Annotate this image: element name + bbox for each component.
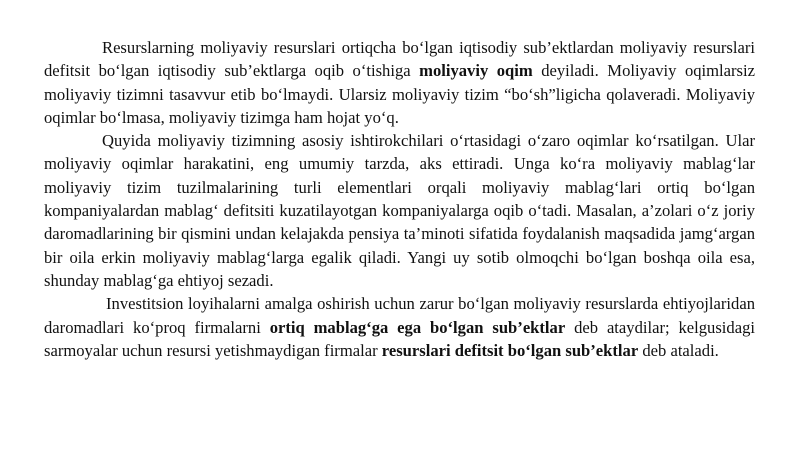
paragraph-investment bbox=[44, 292, 755, 362]
term-deficit-subjects: resurslari defitsit bo‘lgan sub’ektlar bbox=[381, 340, 639, 360]
text-span: Quyida moliyaviy tizimning asosiy ishtirokchilari o‘rtasidagi o‘zaro oqimlar ko‘rsatilgan. Ular moliyaviy oqimlar harakatini, eng umumiy tarzda, aks ettiradi. Unga ko‘ra moliyaviy mablag‘lar moliyaviy tizim tuzilmalarining turli elementlari orqali moliyaviy mablag‘lari ortiq bo‘lgan kompaniyalardan mablag‘ defitsiti kuzatilayotgan kompaniyalarga oqib o‘tadi. Masalan, a’zolari o‘z joriy daromadlarining bir qismini undan kelajakda pensiya ta’minoti sifatida foydalanish maqsadida jamg‘argan bir oila erkin moliyaviy mablag‘larga egalik qiladi. Yangi uy sotib olmoqchi bo‘lgan boshqa oila esa, shunday mablag‘ga ehtiyoj sezadi. bbox=[44, 131, 755, 290]
text-span: deyiladi. Moliyaviy oqimlarsiz moliyaviy tizimni tasavvur etib bo‘lmaydi. Ularsiz moliyaviy tizim “bo‘sh”ligicha qolaveradi. Moliyaviy oqimlar bo‘lmasa, moliyaviy tizimga ham hojat yo‘q. bbox=[44, 61, 755, 127]
text-span: deb ataydilar; kelgusidagi sarmoyalar uchun resursi yetishmaydigan firmalar bbox=[44, 317, 755, 360]
text-span: Investitsion loyihalarni amalga oshirish uchun zarur bo‘lgan moliyaviy resurslarda ehtiyojlaridan daromadlari ko‘proq firmalarni bbox=[44, 294, 755, 337]
text-span: Resurslarning moliyaviy resurslari ortiqcha bo‘lgan iqtisodiy sub’ektlardan moliyaviy resurslari defitsit bo‘lgan iqtisodiy sub’ektlarga oqib o‘tishiga bbox=[44, 38, 755, 81]
paragraph-participants bbox=[44, 129, 755, 292]
document-body bbox=[44, 36, 755, 362]
text-span: deb ataladi. bbox=[638, 340, 719, 360]
term-moliyaviy-oqim: moliyaviy oqim bbox=[419, 61, 533, 81]
term-surplus-subjects: ortiq mablag‘ga ega bo‘lgan sub’ektlar bbox=[269, 317, 566, 337]
paragraph-financial-flow bbox=[44, 36, 755, 129]
